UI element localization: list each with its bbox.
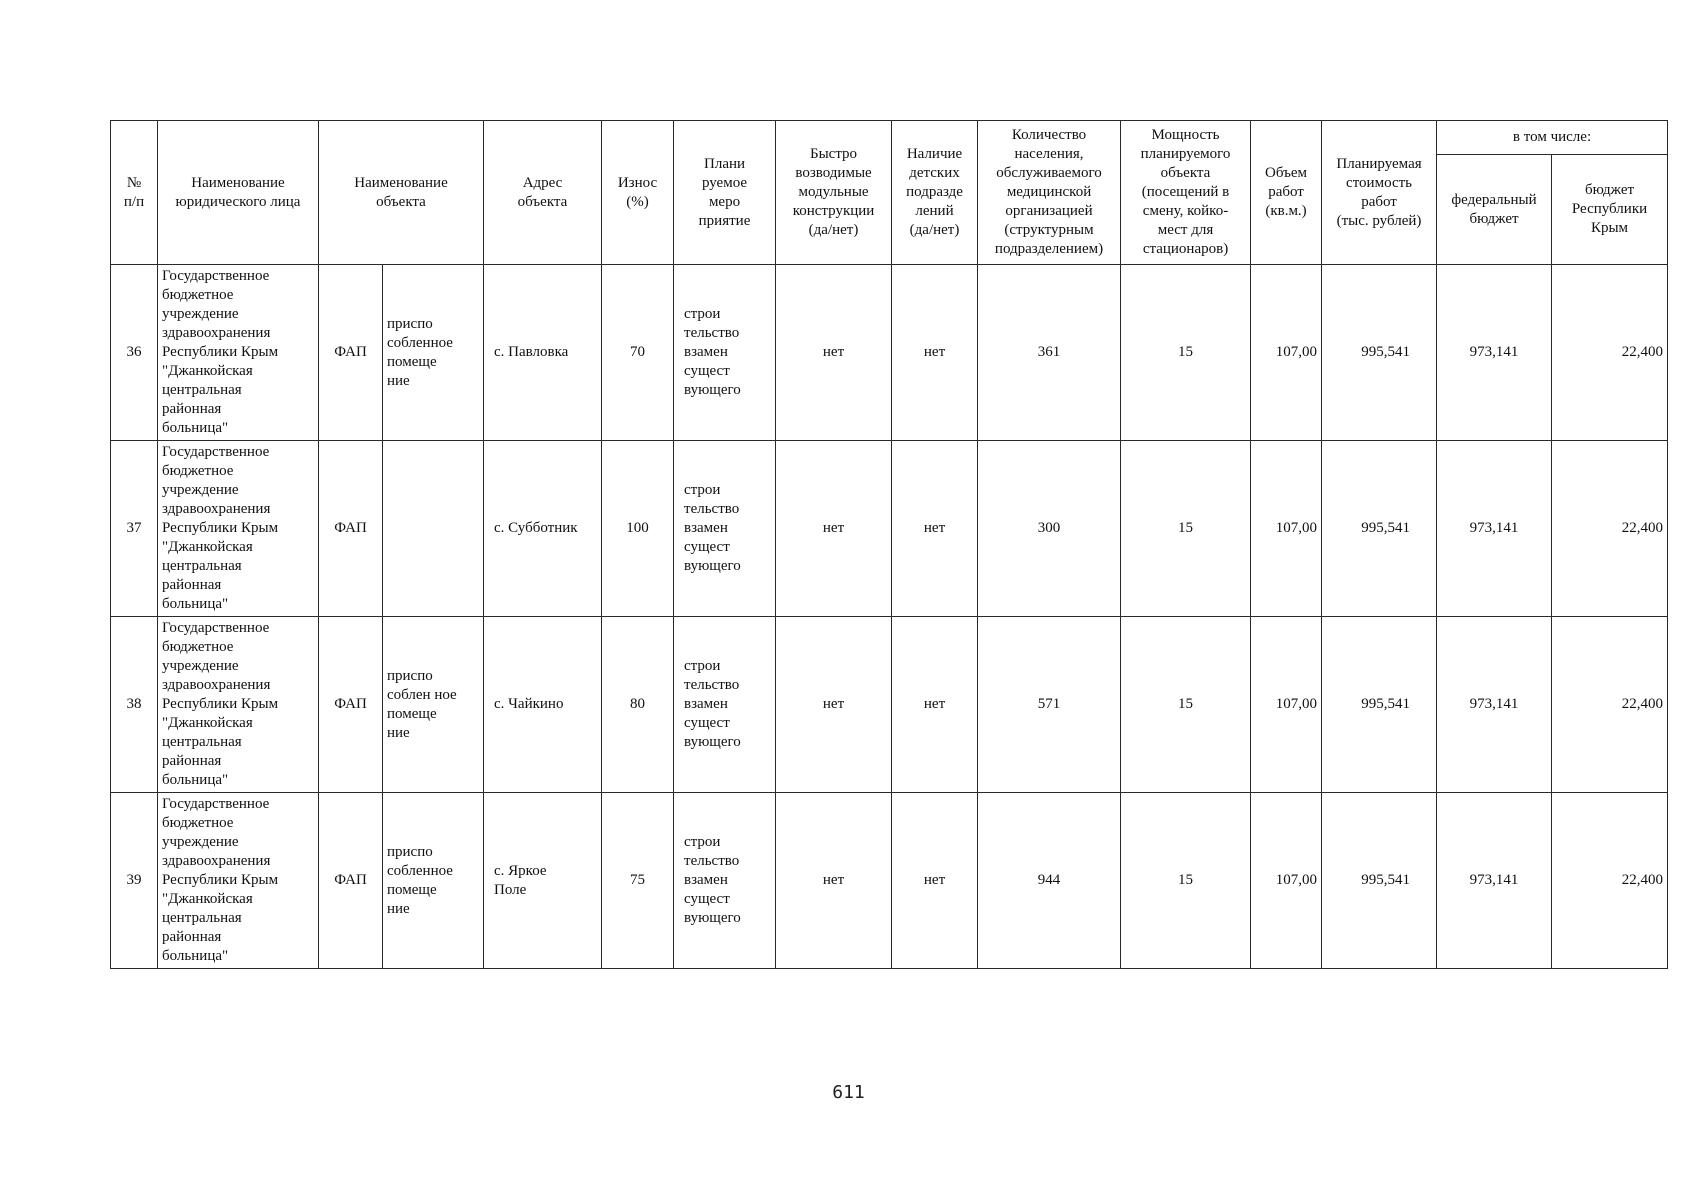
row-population: 300 <box>978 441 1121 617</box>
page-number: 611 <box>832 1082 865 1103</box>
row-address: с. Павловка <box>484 265 602 441</box>
row-address: с. Субботник <box>484 441 602 617</box>
row-action: строи тельство взамен сущест вующего <box>674 265 776 441</box>
row-population: 571 <box>978 617 1121 793</box>
header-wear: Износ (%) <box>602 121 674 265</box>
row-republic: 22,400 <box>1552 617 1668 793</box>
header-volume: Объем работ (кв.м.) <box>1251 121 1322 265</box>
row-modular: нет <box>776 265 892 441</box>
row-org: Государственное бюджетное учреждение здравоохранения Республики Крым "Джанкойская центральная районная больница" <box>158 441 319 617</box>
table-row <box>111 265 1668 441</box>
row-cost: 995,541 <box>1322 265 1437 441</box>
row-cost: 995,541 <box>1322 793 1437 969</box>
row-type: ФАП <box>319 441 383 617</box>
row-premises: приспо соблен ное помеще ние <box>383 617 484 793</box>
row-federal: 973,141 <box>1437 617 1552 793</box>
row-action: строи тельство взамен сущест вующего <box>674 441 776 617</box>
row-type: ФАП <box>319 265 383 441</box>
row-action: строи тельство взамен сущест вующего <box>674 617 776 793</box>
row-population: 361 <box>978 265 1121 441</box>
row-modular: нет <box>776 441 892 617</box>
row-capacity: 15 <box>1121 793 1251 969</box>
row-org: Государственное бюджетное учреждение здравоохранения Республики Крым "Джанкойская центральная районная больница" <box>158 265 319 441</box>
row-volume: 107,00 <box>1251 265 1322 441</box>
header-planned-action: Плани руемое меро приятие <box>674 121 776 265</box>
objects-table <box>110 120 1668 969</box>
row-volume: 107,00 <box>1251 793 1322 969</box>
row-address: с. Яркое Поле <box>484 793 602 969</box>
row-cost: 995,541 <box>1322 617 1437 793</box>
row-cost: 995,541 <box>1322 441 1437 617</box>
table-row <box>111 793 1668 969</box>
row-num: 37 <box>111 441 158 617</box>
row-num: 36 <box>111 265 158 441</box>
row-action: строи тельство взамен сущест вующего <box>674 793 776 969</box>
row-wear: 80 <box>602 617 674 793</box>
row-modular: нет <box>776 617 892 793</box>
table-row <box>111 617 1668 793</box>
header-address: Адрес объекта <box>484 121 602 265</box>
row-volume: 107,00 <box>1251 441 1322 617</box>
header-cost: Планируемая стоимость работ (тыс. рублей) <box>1322 121 1437 265</box>
row-children: нет <box>892 265 978 441</box>
row-wear: 75 <box>602 793 674 969</box>
row-children: нет <box>892 617 978 793</box>
row-wear: 100 <box>602 441 674 617</box>
row-republic: 22,400 <box>1552 441 1668 617</box>
row-wear: 70 <box>602 265 674 441</box>
header-modular: Быстро возводимые модульные конструкции (да/нет) <box>776 121 892 265</box>
row-address: с. Чайкино <box>484 617 602 793</box>
row-capacity: 15 <box>1121 265 1251 441</box>
header-object-name: Наименование объекта <box>319 121 484 265</box>
row-org: Государственное бюджетное учреждение здравоохранения Республики Крым "Джанкойская центральная районная больница" <box>158 617 319 793</box>
row-type: ФАП <box>319 617 383 793</box>
table-row <box>111 441 1668 617</box>
header-population: Количество населения, обслуживаемого медицинской организацией (структурным подразделением) <box>978 121 1121 265</box>
row-premises: приспо собленное помеще ние <box>383 265 484 441</box>
row-capacity: 15 <box>1121 617 1251 793</box>
row-org: Государственное бюджетное учреждение здравоохранения Республики Крым "Джанкойская центральная районная больница" <box>158 793 319 969</box>
header-federal: федеральный бюджет <box>1437 155 1552 265</box>
row-republic: 22,400 <box>1552 793 1668 969</box>
row-num: 39 <box>111 793 158 969</box>
row-premises: приспо собленное помеще ние <box>383 793 484 969</box>
row-modular: нет <box>776 793 892 969</box>
row-capacity: 15 <box>1121 441 1251 617</box>
header-num: № п/п <box>111 121 158 265</box>
row-children: нет <box>892 793 978 969</box>
header-republic: бюджет Республики Крым <box>1552 155 1668 265</box>
row-federal: 973,141 <box>1437 265 1552 441</box>
header-including: в том числе: <box>1437 121 1668 155</box>
row-volume: 107,00 <box>1251 617 1322 793</box>
header-legal-entity: Наименование юридического лица <box>158 121 319 265</box>
row-republic: 22,400 <box>1552 265 1668 441</box>
row-population: 944 <box>978 793 1121 969</box>
row-num: 38 <box>111 617 158 793</box>
row-type: ФАП <box>319 793 383 969</box>
header-capacity: Мощность планируемого объекта (посещений в смену, койко- мест для стационаров) <box>1121 121 1251 265</box>
row-federal: 973,141 <box>1437 441 1552 617</box>
row-children: нет <box>892 441 978 617</box>
row-premises <box>383 441 484 617</box>
row-federal: 973,141 <box>1437 793 1552 969</box>
table-header <box>111 121 1668 265</box>
header-children: Наличие детских подразде лений (да/нет) <box>892 121 978 265</box>
